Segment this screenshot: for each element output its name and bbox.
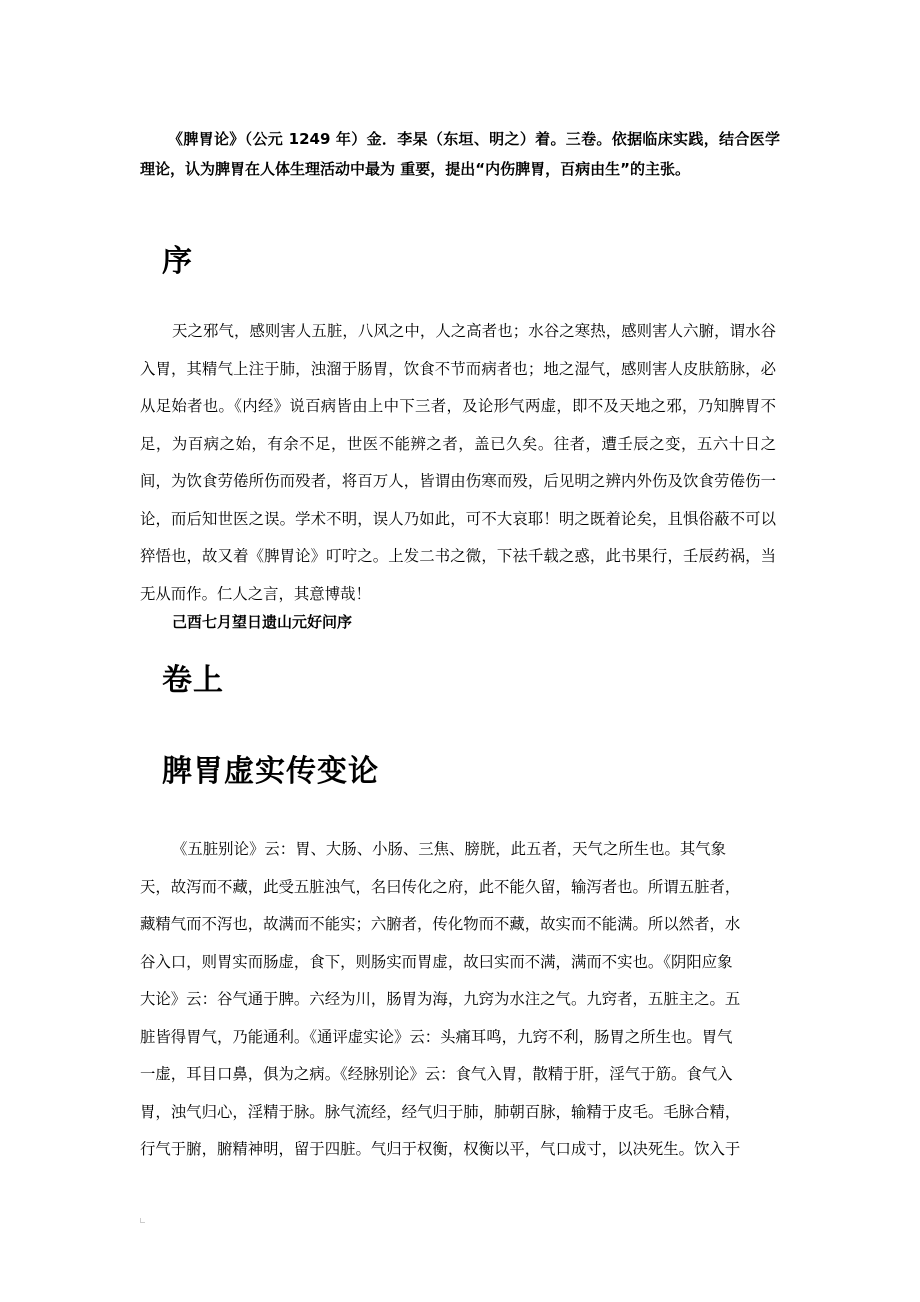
volume-heading: 卷上 [162,663,224,698]
section-heading: 脾胃虚实传变论 [162,754,379,789]
section-line: 胃，浊气归心，淫精于脉。脉气流经，经气归于肺，肺朝百脉，输精于皮毛。毛脉合精， [140,1102,741,1121]
section-paragraph [140,831,776,1169]
page-corner-mark [140,1218,145,1223]
section-line: 大论》云：谷气通于脾。六经为川，肠胃为海，九窍为水注之气。九窍者，五脏主之。五 [140,990,741,1008]
section-line: 谷入口，则胃实而肠虚，食下，则肠实而胃虚，故曰实而不满，满而不实也。《阴阳应象 [140,952,733,971]
preface-paragraph: 天之邪气，感则害人五脏，八风之中，人之高者也；水谷之寒热，感则害人六腑，谓水谷入胃，其精气上注于肺，浊溜于肠胃，饮食不节而病者也；地之湿气，感则害人皮肤筋脉，必从足始者也。《内经》说百病皆由上中下三者，及论形气两虚，即不及天地之邪，乃知脾胃不足，为百病之始，有余不足，世医不能辨之者，盖已久矣。往者，遭壬辰之变，五六十日之间，为饮食劳倦所伤而殁者，将百万人，皆谓由伤寒而殁，后见明之辨内外伤及饮食劳倦伤一论，而后知世医之误。学术不明，误人乃如此，可不大哀耶！明之既着论矣，且惧俗蔽不可以猝悟也，故又着《脾胃论》叮咛之。上发二书之微，下祛千载之惑，此书果行，壬辰药祸，当无从而作。仁人之言，其意博哉！ [140,322,776,603]
section-line: 《五脏别论》云：胃、大肠、小肠、三焦、膀胱，此五者，天气之所生也。其气象 [172,840,727,858]
preface-heading: 序 [162,244,193,279]
section-line: 行气于腑，腑精神明，留于四脏。气归于权衡，权衡以平，气口成寸，以决死生。饮入于 [140,1140,741,1158]
preface-signature: 己酉七月望日遗山元好问序 [172,613,353,631]
section-line: 天，故泻而不藏，此受五脏浊气，名曰传化之府，此不能久留，输泻者也。所谓五脏者， [140,877,741,896]
section-line: 脏皆得胃气，乃能通利。《通评虚实论》云：头痛耳鸣，九窍不利，肠胃之所生也。胃气 [140,1027,733,1046]
section-line: 一虚，耳目口鼻，俱为之病。《经脉别论》云：食气入胃，散精于肝，淫气于筋。食气入 [140,1065,733,1083]
intro-paragraph: 《脾胃论》（公元 1249 年）金．李杲（东垣、明之）着。三卷。依据临床实践，结合医学理论，认为脾胃在人体生理活动中最为 重要，提出“内伤脾胃，百病由生”的主张。 [140,130,780,178]
section-line: 藏精气而不泻也，故满而不能实；六腑者，传化物而不藏，故实而不能满。所以然者，水 [140,915,741,933]
